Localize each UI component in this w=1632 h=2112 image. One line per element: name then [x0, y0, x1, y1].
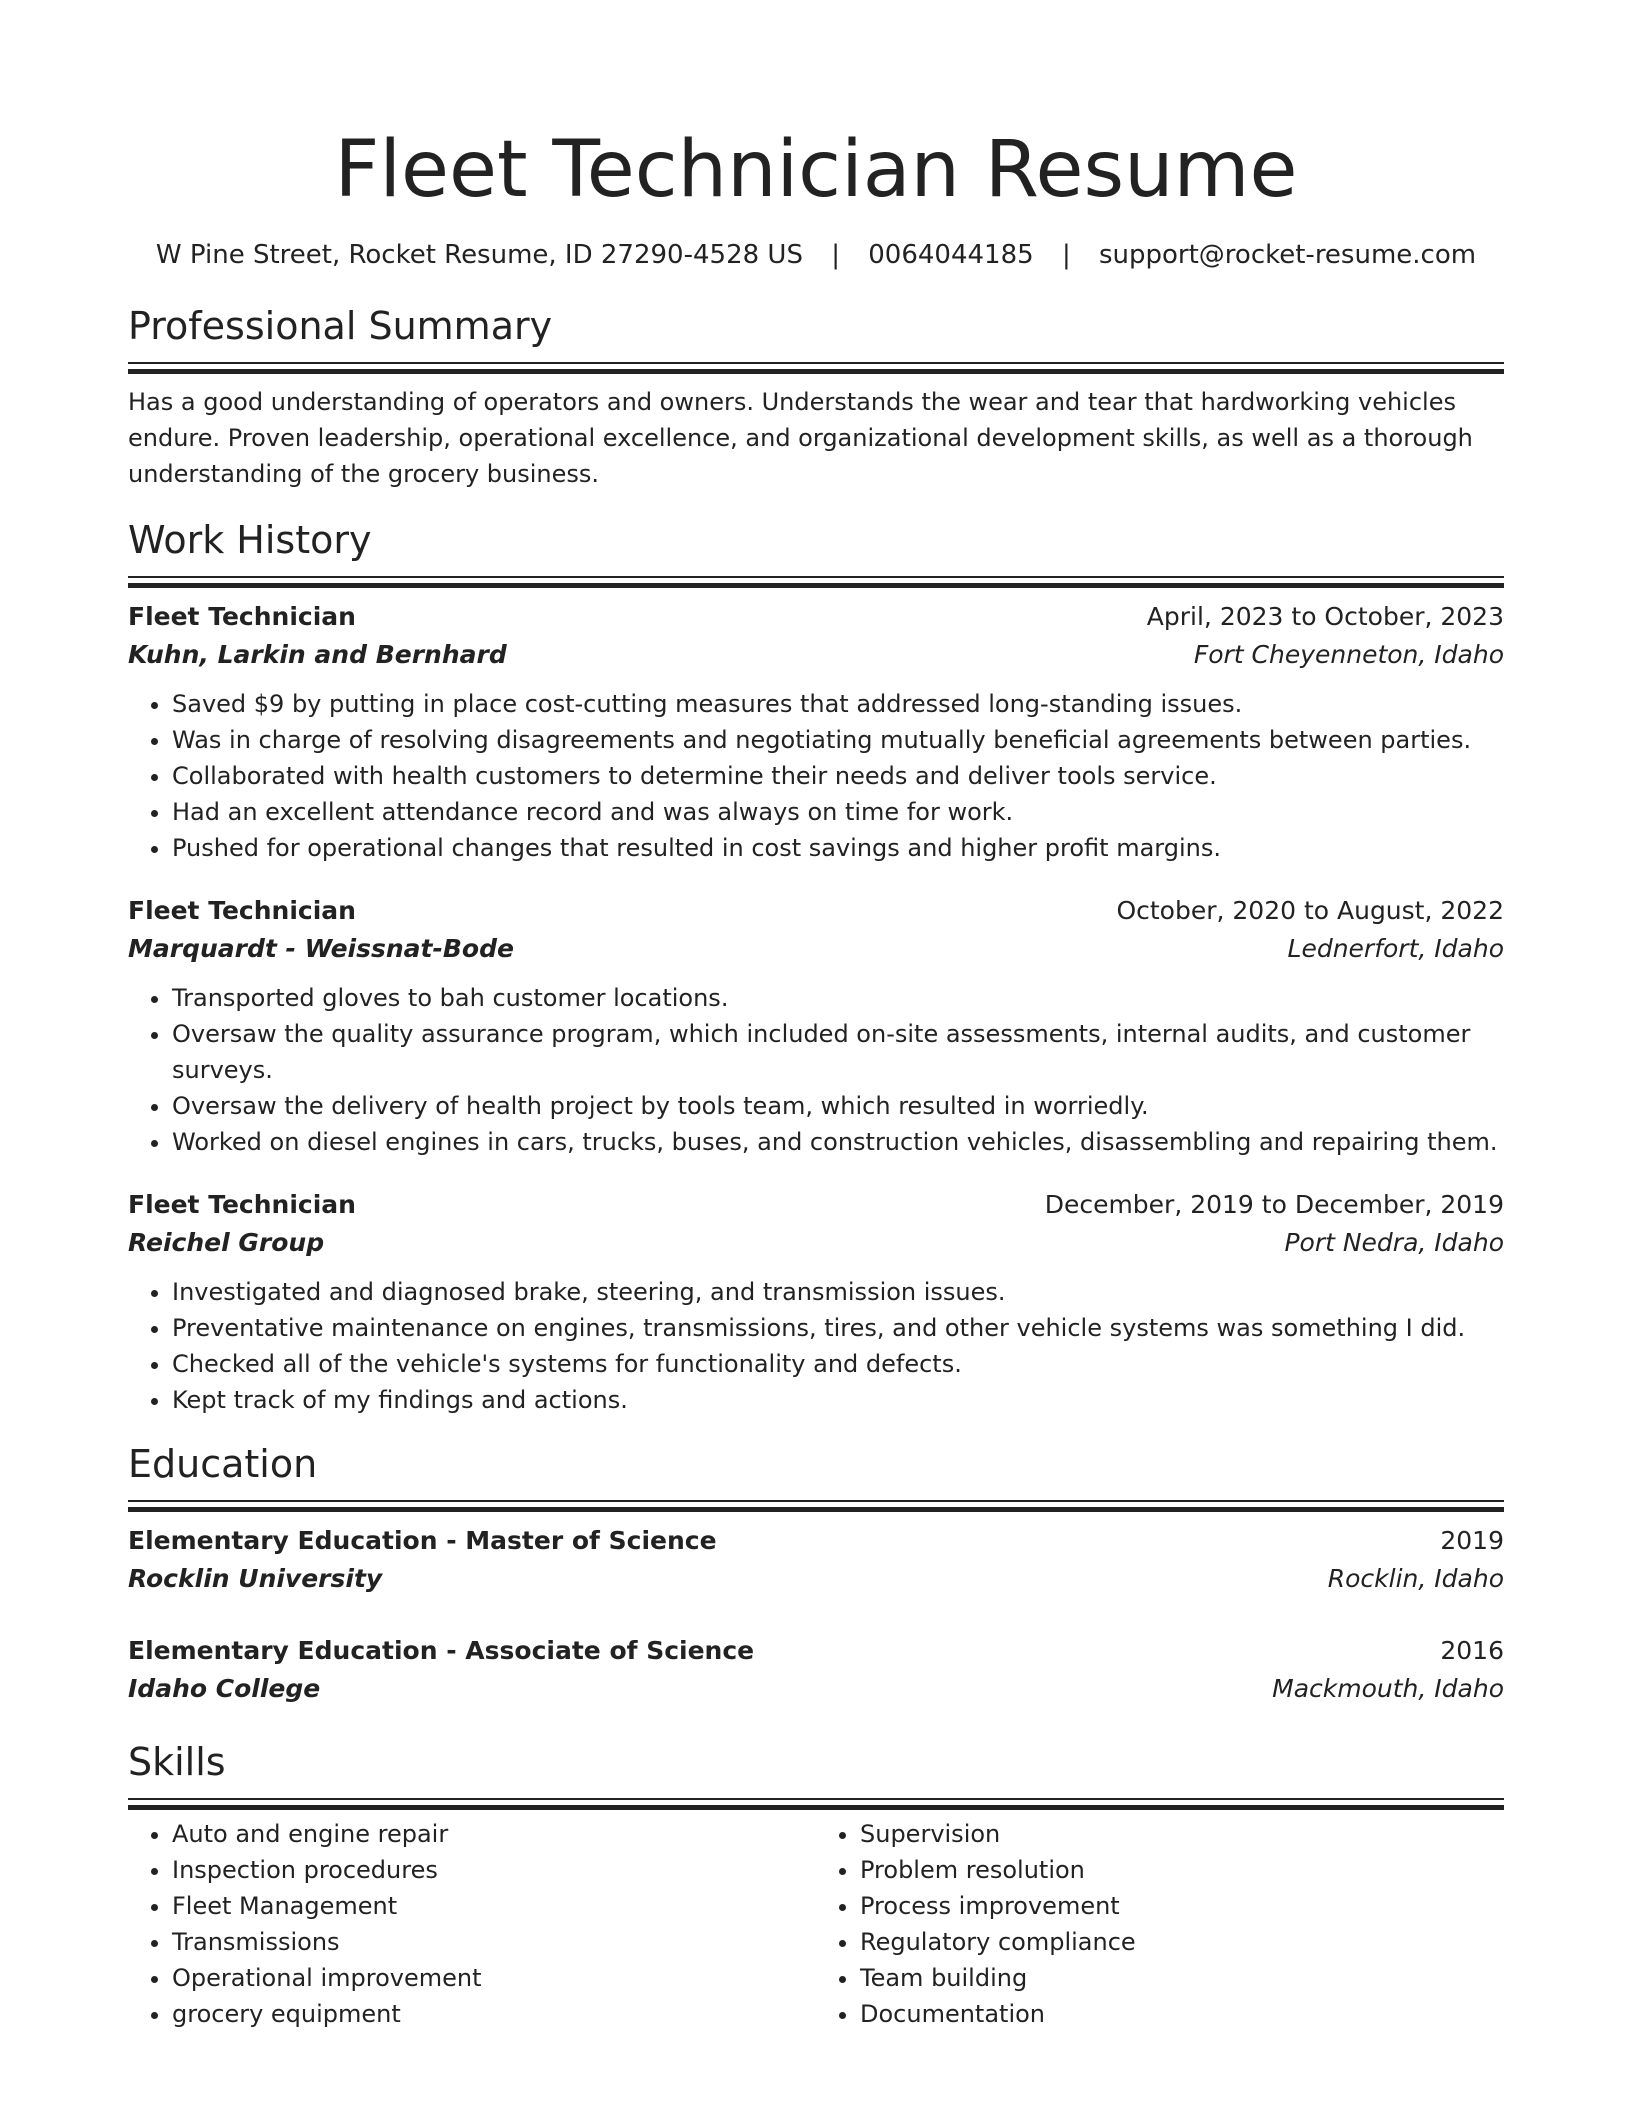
contact-line	[128, 238, 1504, 272]
skills-section	[128, 1738, 1504, 2032]
skill-item: • Supervision	[860, 1816, 1504, 1852]
work-history-section	[128, 516, 1504, 1418]
job-company: Marquardt - Weissnat-Bode	[128, 934, 514, 963]
job-bullet: • Saved $9 by putting in place cost-cutting measures that addressed long-standing issues.	[172, 686, 1504, 722]
summary-section	[128, 302, 1504, 492]
contact-phone: 0064044185	[868, 240, 1034, 270]
skill-item: • Problem resolution	[860, 1852, 1504, 1888]
skill-item: • Auto and engine repair	[172, 1816, 816, 1852]
section-heading-work-history: Work History	[128, 518, 372, 562]
skill-item: • Transmissions	[172, 1924, 816, 1960]
job-bullet: • Investigated and diagnosed brake, steering, and transmission issues.	[172, 1274, 1504, 1310]
education-school: Rocklin University	[128, 1564, 383, 1593]
section-heading-summary: Professional Summary	[128, 304, 553, 348]
contact-email: support@rocket-resume.com	[1098, 240, 1477, 270]
skill-item: • Inspection procedures	[172, 1852, 816, 1888]
education-degree: Elementary Education - Master of Science	[128, 1526, 717, 1555]
section-heading-skills: Skills	[128, 1740, 226, 1784]
job-bullet: • Oversaw the quality assurance program, which included on-site assessments, internal audits, and customer surveys.	[172, 1016, 1504, 1088]
page-title: Fleet Technician Resume	[334, 125, 1298, 215]
job-title: Fleet Technician	[128, 1190, 356, 1219]
job-dates: December, 2019 to December, 2019	[1044, 1190, 1504, 1219]
job-bullet: • Had an excellent attendance record and was always on time for work.	[172, 794, 1504, 830]
skills-columns	[128, 1816, 1504, 2032]
job-entry	[128, 1186, 1504, 1418]
section-divider	[128, 1500, 1504, 1502]
job-bullet: • Oversaw the delivery of health project by tools team, which resulted in worriedly.	[172, 1088, 1504, 1124]
job-bullets	[128, 980, 1504, 1160]
contact-separator: |	[831, 240, 840, 270]
job-title: Fleet Technician	[128, 896, 356, 925]
contact-address: W Pine Street, Rocket Resume, ID 27290-4528 US	[155, 240, 803, 270]
job-bullet: • Kept track of my findings and actions.	[172, 1382, 1504, 1418]
job-location: Lednerfort, Idaho	[1287, 934, 1504, 963]
job-company: Kuhn, Larkin and Bernhard	[128, 640, 507, 669]
skill-item: • Team building	[860, 1960, 1504, 1996]
education-degree: Elementary Education - Associate of Science	[128, 1636, 755, 1665]
skills-list-right	[816, 1816, 1504, 2032]
skill-item: • Documentation	[860, 1996, 1504, 2032]
job-entry	[128, 892, 1504, 1160]
job-entry	[128, 598, 1504, 866]
section-heading-education: Education	[128, 1442, 318, 1486]
job-bullet: • Pushed for operational changes that resulted in cost savings and higher profit margins.	[172, 830, 1504, 866]
job-location: Fort Cheyenneton, Idaho	[1193, 640, 1504, 669]
job-dates: April, 2023 to October, 2023	[1146, 602, 1504, 631]
job-bullet: • Checked all of the vehicle's systems for functionality and defects.	[172, 1346, 1504, 1382]
education-entry	[128, 1522, 1504, 1598]
job-bullet: • Collaborated with health customers to determine their needs and deliver tools service.	[172, 758, 1504, 794]
skill-item: • Process improvement	[860, 1888, 1504, 1924]
job-title: Fleet Technician	[128, 602, 356, 631]
job-bullets	[128, 1274, 1504, 1418]
job-bullet: • Preventative maintenance on engines, transmissions, tires, and other vehicle systems was something I did.	[172, 1310, 1504, 1346]
section-divider	[128, 576, 1504, 578]
skill-item: • Fleet Management	[172, 1888, 816, 1924]
job-bullet: • Was in charge of resolving disagreements and negotiating mutually beneficial agreements between parties.	[172, 722, 1504, 758]
summary-text: Has a good understanding of operators and owners. Understands the wear and tear that hardworking vehicles endure. Proven leadership, operational excellence, and organizational development skills, as well as a thorough understanding of the grocery business.	[128, 388, 1473, 488]
education-year: 2016	[1440, 1636, 1504, 1665]
job-bullets	[128, 686, 1504, 866]
resume-page	[128, 0, 1504, 2032]
job-bullet: • Transported gloves to bah customer locations.	[172, 980, 1504, 1016]
section-divider	[128, 362, 1504, 364]
education-section	[128, 1440, 1504, 1708]
job-location: Port Nedra, Idaho	[1284, 1228, 1504, 1257]
education-location: Mackmouth, Idaho	[1272, 1674, 1504, 1703]
job-dates: October, 2020 to August, 2022	[1116, 896, 1504, 925]
skill-item: • Operational improvement	[172, 1960, 816, 1996]
job-company: Reichel Group	[128, 1228, 325, 1257]
job-bullet: • Worked on diesel engines in cars, trucks, buses, and construction vehicles, disassembling and repairing them.	[172, 1124, 1504, 1160]
skills-list-left	[128, 1816, 816, 2032]
skill-item: • grocery equipment	[172, 1996, 816, 2032]
education-year: 2019	[1440, 1526, 1504, 1555]
education-location: Rocklin, Idaho	[1327, 1564, 1504, 1593]
section-divider	[128, 1798, 1504, 1800]
contact-separator: |	[1061, 240, 1071, 270]
skill-item: • Regulatory compliance	[860, 1924, 1504, 1960]
education-school: Idaho College	[128, 1674, 321, 1703]
education-entry	[128, 1632, 1504, 1708]
